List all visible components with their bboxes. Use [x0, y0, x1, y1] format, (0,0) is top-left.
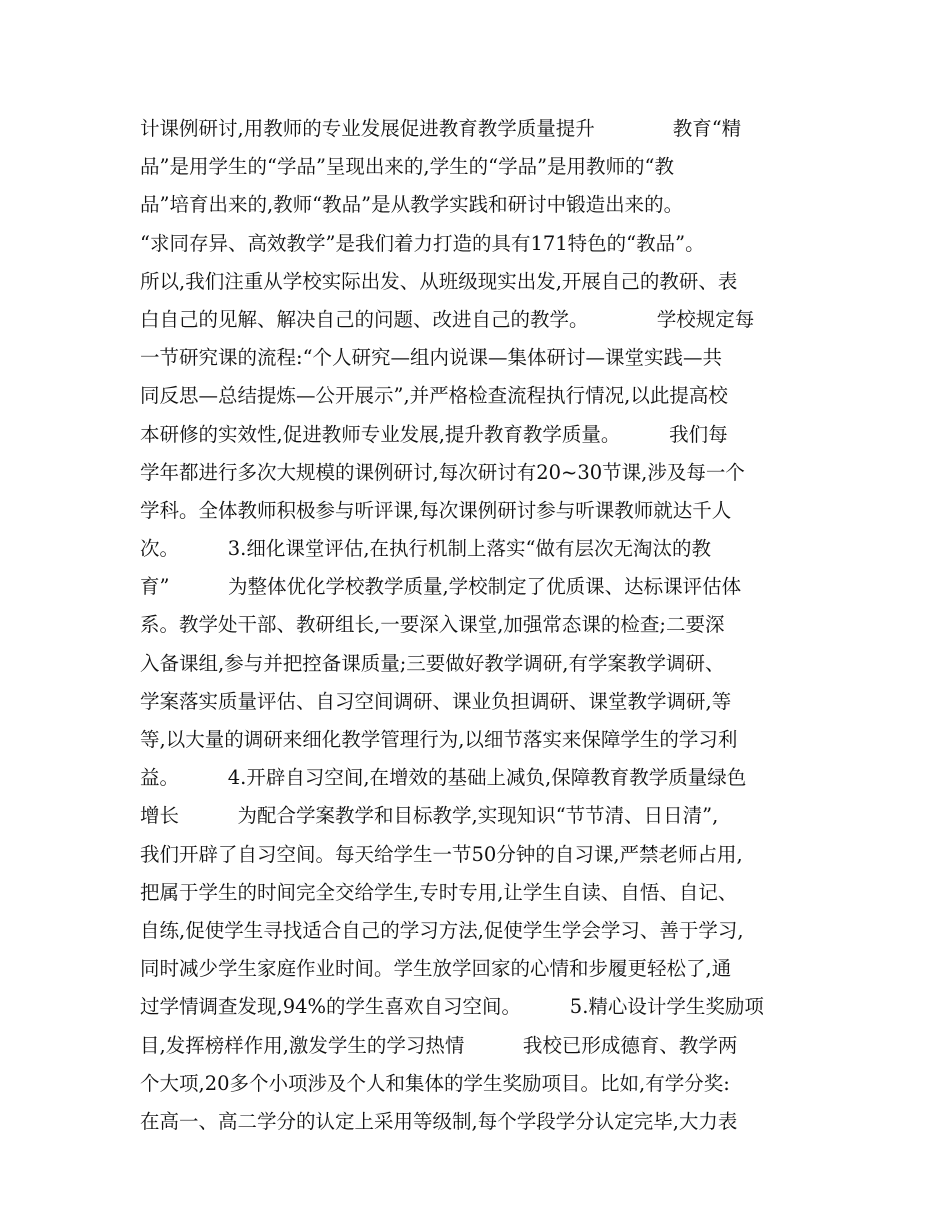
text-line: 等,以大量的调研来细化教学管理行为,以细节落实来保障学生的学习利 [140, 728, 738, 751]
text-line: 计课例研讨,用教师的专业发展促进教育教学质量提升 教育“精 [140, 117, 742, 140]
text-line: 目,发挥榜样作用,激发学生的学习热情 我校已形成德育、教学两 [140, 1033, 738, 1057]
text-line: 本研修的实效性,促进教师专业发展,提升教育教学质量。 我们每 [140, 422, 728, 446]
text-line: 把属于学生的时间完全交给学生,专时专用,让学生自读、自悟、自记、 [140, 880, 738, 904]
text-line: 品”是用学生的“学品”呈现出来的,学生的“学品”是用教师的“教 [140, 155, 675, 179]
text-line: 在高一、高二学分的认定上采用等级制,每个学段学分认定完毕,大力表 [140, 1109, 738, 1133]
text-line: 益。 4.开辟自习空间,在增效的基础上减负,保障教育教学质量绿色 [140, 766, 747, 790]
text-line: 同时减少学生家庭作业时间。学生放学回家的心情和步履更轻松了,通 [140, 957, 732, 981]
text-line: 品”培育出来的,教师“教品”是从教学实践和研讨中锻造出来的。 [140, 193, 684, 217]
text-line: 入备课组,参与并把控备课质量;三要做好教学调研,有学案教学调研、 [140, 651, 725, 675]
text-line: 个大项,20多个小项涉及个人和集体的学生奖励项目。比如,有学分奖: [140, 1071, 730, 1095]
text-line: 过学情调查发现,94%的学生喜欢自习空间。 5.精心设计学生奖励项 [140, 995, 764, 1019]
text-line: 所以,我们注重从学校实际出发、从班级现实出发,开展自己的教研、表 [140, 269, 738, 293]
text-line: 白自己的见解、解决自己的问题、改进自己的教学。 学校规定每 [140, 307, 755, 331]
text-line: “求同存异、高效教学”是我们着力打造的具有171特色的“教品”。 [140, 231, 705, 255]
text-line: 我们开辟了自习空间。每天给学生一节50分钟的自习课,严禁老师占用, [140, 842, 743, 866]
text-line: 增长 为配合学案教学和目标教学,实现知识“节节清、日日清”, [140, 804, 719, 828]
text-line: 一节研究课的流程:“个人研究—组内说课—集体研讨—课堂实践—共 [140, 346, 723, 370]
text-line: 学科。全体教师积极参与听评课,每次课例研讨参与听课教师就达千人 [140, 498, 732, 522]
text-line: 系。教学处干部、教研组长,一要深入课堂,加强常态课的检查;二要深 [140, 613, 725, 637]
body-text [140, 110, 820, 1141]
text-line: 学案落实质量评估、自习空间调研、课业负担调研、课堂教学调研,等 [140, 689, 732, 713]
text-line: 育” 为整体优化学校教学质量,学校制定了优质课、达标课评估体 [140, 575, 742, 599]
text-line: 自练,促使学生寻找适合自己的学习方法,促使学生学会学习、善于学习, [140, 918, 744, 942]
text-line: 同反思—总结提炼—公开展示”,并严格检查流程执行情况,以此提高校 [140, 384, 728, 408]
text-line: 次。 3.细化课堂评估,在执行机制上落实“做有层次无淘汰的教 [140, 537, 712, 561]
text-line: 学年都进行多次大规模的课例研讨,每次研讨有20~30节课,涉及每一个 [140, 460, 745, 484]
